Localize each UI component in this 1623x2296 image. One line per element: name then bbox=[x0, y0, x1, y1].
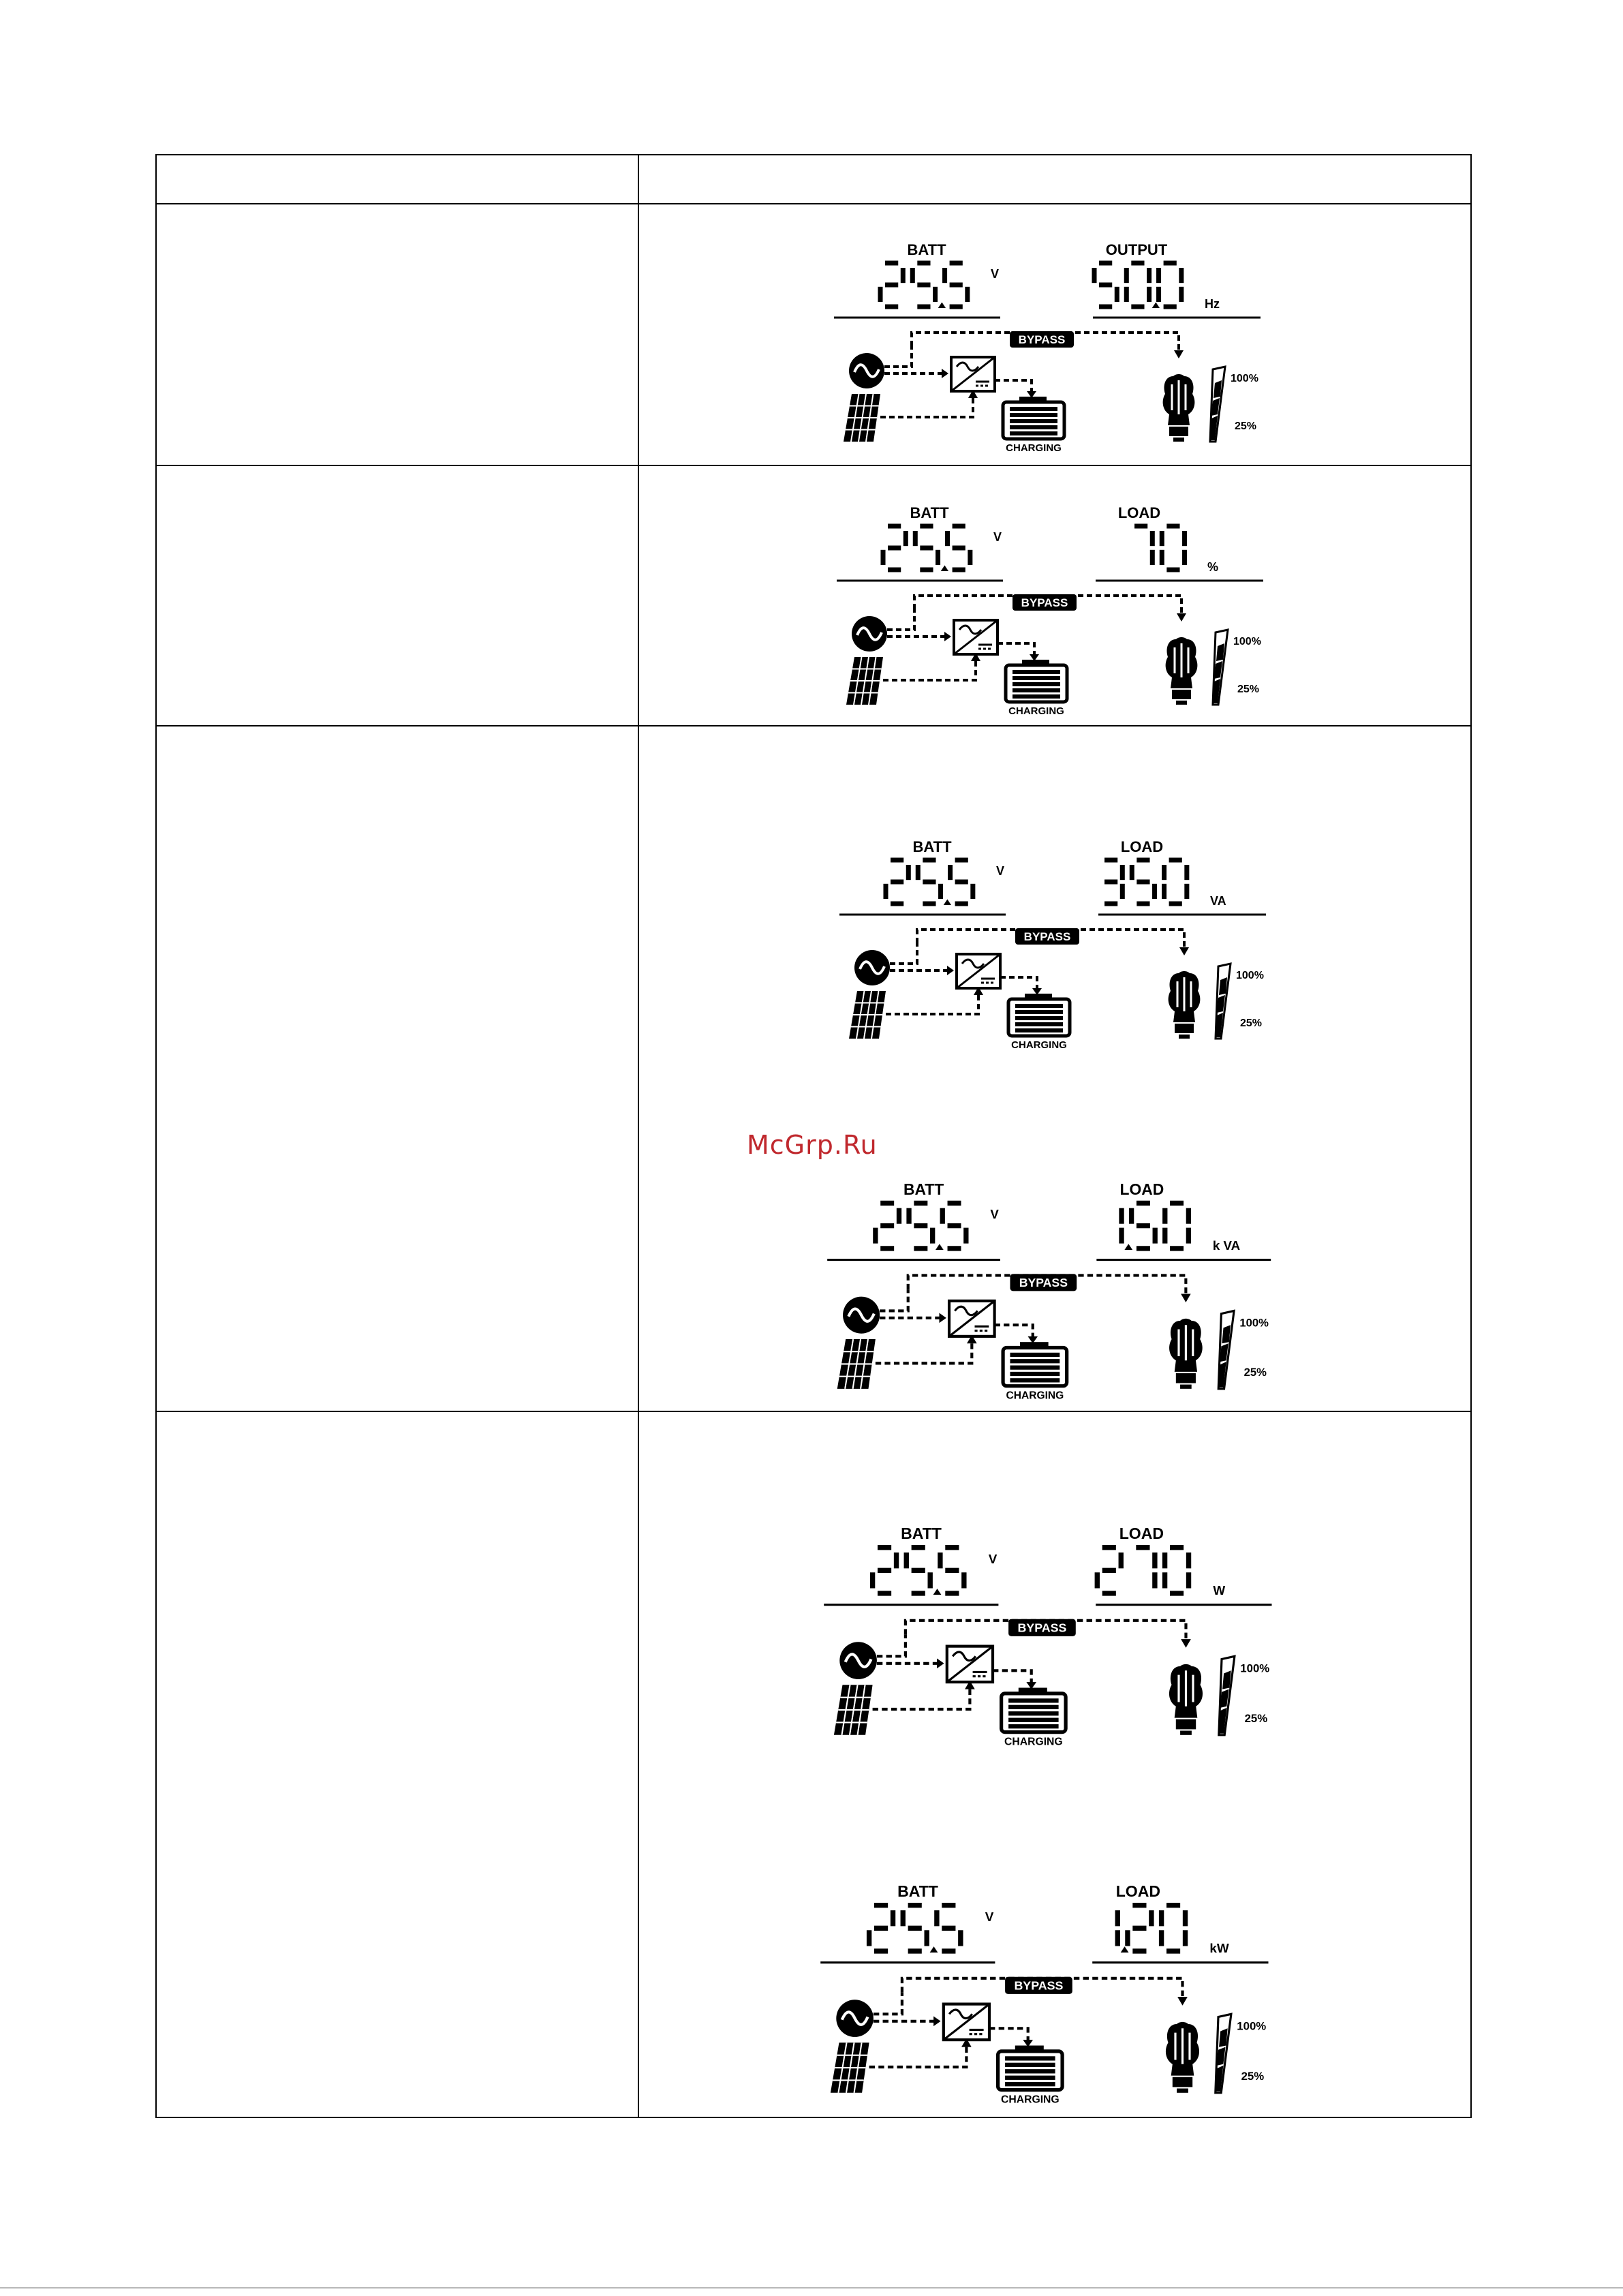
battery-flow-line bbox=[995, 1325, 1033, 1339]
right-value-digits bbox=[1134, 526, 1185, 570]
bypass-label: BYPASS bbox=[1019, 1276, 1068, 1290]
battery-flow-line bbox=[1000, 977, 1037, 991]
arrow-icon bbox=[1177, 613, 1186, 622]
charging-label: CHARGING bbox=[1006, 442, 1062, 454]
arrow-icon bbox=[947, 966, 954, 975]
battery-icon bbox=[1003, 1342, 1067, 1386]
description-cell bbox=[156, 204, 638, 465]
solar-flow-line bbox=[883, 657, 976, 680]
batt-unit: V bbox=[988, 1552, 998, 1567]
pct-high-label: 100% bbox=[1237, 2019, 1267, 2033]
grid-bypass-line bbox=[890, 943, 917, 964]
batt-unit: V bbox=[985, 1910, 994, 1925]
inverter-icon bbox=[951, 357, 995, 391]
table-header-row bbox=[156, 155, 1471, 204]
solar-panel-icon bbox=[834, 1685, 873, 1735]
inverter-icon bbox=[954, 620, 998, 654]
bypass-label: BYPASS bbox=[1021, 596, 1068, 609]
batt-value-digits bbox=[876, 1203, 966, 1250]
right-unit: Hz bbox=[1205, 297, 1220, 311]
batt-unit: V bbox=[991, 267, 1000, 281]
ac-sine-icon bbox=[836, 2000, 874, 2037]
bulb-icon bbox=[1169, 971, 1201, 1039]
battery-icon bbox=[1006, 660, 1067, 702]
lcd-screen bbox=[824, 1179, 1306, 1413]
right-label: LOAD bbox=[1117, 504, 1161, 521]
bypass-label: BYPASS bbox=[1017, 1621, 1067, 1635]
charging-label: CHARGING bbox=[1001, 2094, 1060, 2106]
bulb-icon bbox=[1163, 374, 1195, 442]
page-edge-divider bbox=[0, 2287, 1623, 2289]
lcd-screen bbox=[834, 503, 1297, 728]
batt-unit: V bbox=[993, 530, 1002, 544]
batt-value-digits bbox=[886, 860, 973, 905]
charging-label: CHARGING bbox=[1006, 1390, 1064, 1402]
arrow-icon bbox=[1179, 947, 1189, 955]
inverter-icon bbox=[947, 1647, 993, 1683]
right-label: LOAD bbox=[1115, 1882, 1161, 1901]
right-label: LOAD bbox=[1119, 1180, 1164, 1198]
arrow-icon bbox=[1181, 1639, 1191, 1648]
right-unit: k VA bbox=[1212, 1238, 1241, 1253]
arrow-icon bbox=[944, 632, 951, 641]
batt-value-digits bbox=[880, 263, 968, 308]
bulb-icon bbox=[1169, 1664, 1203, 1735]
header-cell-left bbox=[156, 155, 638, 204]
bulb-icon bbox=[1166, 2022, 1199, 2093]
description-cell bbox=[156, 465, 638, 726]
arrow-icon bbox=[1181, 1294, 1191, 1302]
grid-bypass-line bbox=[887, 609, 914, 630]
arrow-icon bbox=[933, 2016, 941, 2026]
solar-panel-icon bbox=[844, 394, 880, 442]
right-value-digits bbox=[1104, 860, 1187, 904]
grid-bypass-line bbox=[880, 1289, 908, 1311]
pct-low-label: 25% bbox=[1241, 2069, 1265, 2083]
batt-label: BATT bbox=[903, 1180, 944, 1198]
solar-flow-line bbox=[876, 1339, 972, 1363]
load-level-icon bbox=[1216, 2014, 1231, 2093]
solar-flow-line bbox=[869, 2042, 967, 2067]
load-level-icon bbox=[1210, 367, 1225, 442]
pct-low-label: 25% bbox=[1235, 420, 1257, 432]
right-value-digits bbox=[1122, 1203, 1188, 1250]
solar-panel-icon bbox=[837, 1339, 876, 1389]
arrow-icon bbox=[1174, 350, 1184, 358]
grid-bypass-line bbox=[884, 346, 912, 367]
battery-icon bbox=[1008, 994, 1070, 1036]
bulb-icon bbox=[1169, 1319, 1203, 1389]
right-unit: kW bbox=[1209, 1942, 1229, 1956]
solar-flow-line bbox=[880, 394, 973, 417]
description-cell bbox=[156, 726, 638, 1411]
inverter-icon bbox=[944, 2004, 989, 2040]
watermark-text: McGrp.Ru bbox=[747, 1130, 878, 1160]
ac-sine-icon bbox=[839, 1642, 877, 1679]
batt-label: BATT bbox=[897, 1882, 938, 1901]
description-cell bbox=[156, 1411, 638, 2117]
solar-panel-icon bbox=[846, 657, 883, 705]
pct-low-label: 25% bbox=[1244, 1711, 1268, 1725]
pct-low-label: 25% bbox=[1243, 1366, 1267, 1379]
right-value-digits bbox=[1097, 1548, 1188, 1593]
lcd-screen bbox=[831, 240, 1295, 465]
battery-flow-line bbox=[989, 2028, 1028, 2042]
bypass-label: BYPASS bbox=[1014, 1978, 1064, 1993]
load-level-icon bbox=[1216, 964, 1231, 1039]
bypass-label: BYPASS bbox=[1023, 930, 1071, 943]
bulb-icon bbox=[1166, 637, 1198, 705]
battery-icon bbox=[998, 2046, 1063, 2090]
right-unit: VA bbox=[1210, 894, 1226, 908]
charging-label: CHARGING bbox=[1004, 1736, 1063, 1748]
batt-unit: V bbox=[996, 864, 1005, 878]
header-cell-right bbox=[638, 155, 1471, 204]
charging-label: CHARGING bbox=[1008, 705, 1064, 717]
solar-panel-icon bbox=[831, 2042, 869, 2093]
batt-label: BATT bbox=[912, 838, 952, 855]
right-label: OUTPUT bbox=[1105, 241, 1168, 258]
battery-flow-line bbox=[998, 643, 1034, 657]
arrow-icon bbox=[939, 1313, 946, 1323]
batt-unit: V bbox=[990, 1207, 999, 1222]
grid-bypass-line bbox=[877, 1635, 906, 1657]
battery-icon bbox=[1002, 1688, 1066, 1732]
ac-sine-icon bbox=[854, 950, 890, 985]
pct-low-label: 25% bbox=[1237, 684, 1260, 695]
batt-value-digits bbox=[869, 1905, 961, 1953]
solar-flow-line bbox=[886, 991, 978, 1014]
load-level-icon bbox=[1219, 1656, 1235, 1735]
battery-icon bbox=[1003, 397, 1064, 439]
pct-high-label: 100% bbox=[1236, 970, 1264, 981]
solar-panel-icon bbox=[849, 991, 886, 1039]
inverter-icon bbox=[949, 1301, 995, 1336]
bypass-label: BYPASS bbox=[1018, 333, 1066, 346]
ac-sine-icon bbox=[852, 616, 887, 652]
lcd-screen bbox=[837, 837, 1300, 1062]
pct-high-label: 100% bbox=[1231, 373, 1258, 384]
right-value-digits bbox=[1094, 263, 1181, 308]
right-label: LOAD bbox=[1120, 838, 1164, 855]
right-unit: W bbox=[1213, 1584, 1226, 1598]
pct-high-label: 100% bbox=[1239, 1316, 1269, 1330]
battery-flow-line bbox=[995, 380, 1032, 394]
arrow-icon bbox=[1177, 1997, 1188, 2006]
load-level-icon bbox=[1213, 630, 1228, 705]
charging-label: CHARGING bbox=[1011, 1039, 1067, 1051]
pct-low-label: 25% bbox=[1240, 1017, 1263, 1029]
right-value-digits bbox=[1117, 1905, 1185, 1953]
batt-label: BATT bbox=[907, 241, 946, 258]
pct-high-label: 100% bbox=[1233, 636, 1261, 647]
battery-flow-line bbox=[993, 1670, 1032, 1685]
ac-sine-icon bbox=[843, 1297, 880, 1334]
inverter-icon bbox=[957, 954, 1000, 988]
lcd-screen bbox=[818, 1881, 1304, 2117]
solar-flow-line bbox=[873, 1685, 970, 1709]
grid-bypass-line bbox=[874, 1993, 902, 2015]
pct-high-label: 100% bbox=[1240, 1662, 1270, 1675]
batt-value-digits bbox=[883, 526, 970, 571]
ac-sine-icon bbox=[849, 353, 884, 388]
right-unit: % bbox=[1207, 560, 1219, 574]
batt-label: BATT bbox=[910, 504, 949, 521]
batt-label: BATT bbox=[901, 1525, 942, 1543]
load-level-icon bbox=[1218, 1311, 1234, 1388]
arrow-icon bbox=[937, 1658, 944, 1668]
batt-value-digits bbox=[873, 1548, 964, 1595]
arrow-icon bbox=[942, 369, 948, 378]
lcd-screen bbox=[821, 1523, 1308, 1760]
right-label: LOAD bbox=[1119, 1525, 1164, 1543]
